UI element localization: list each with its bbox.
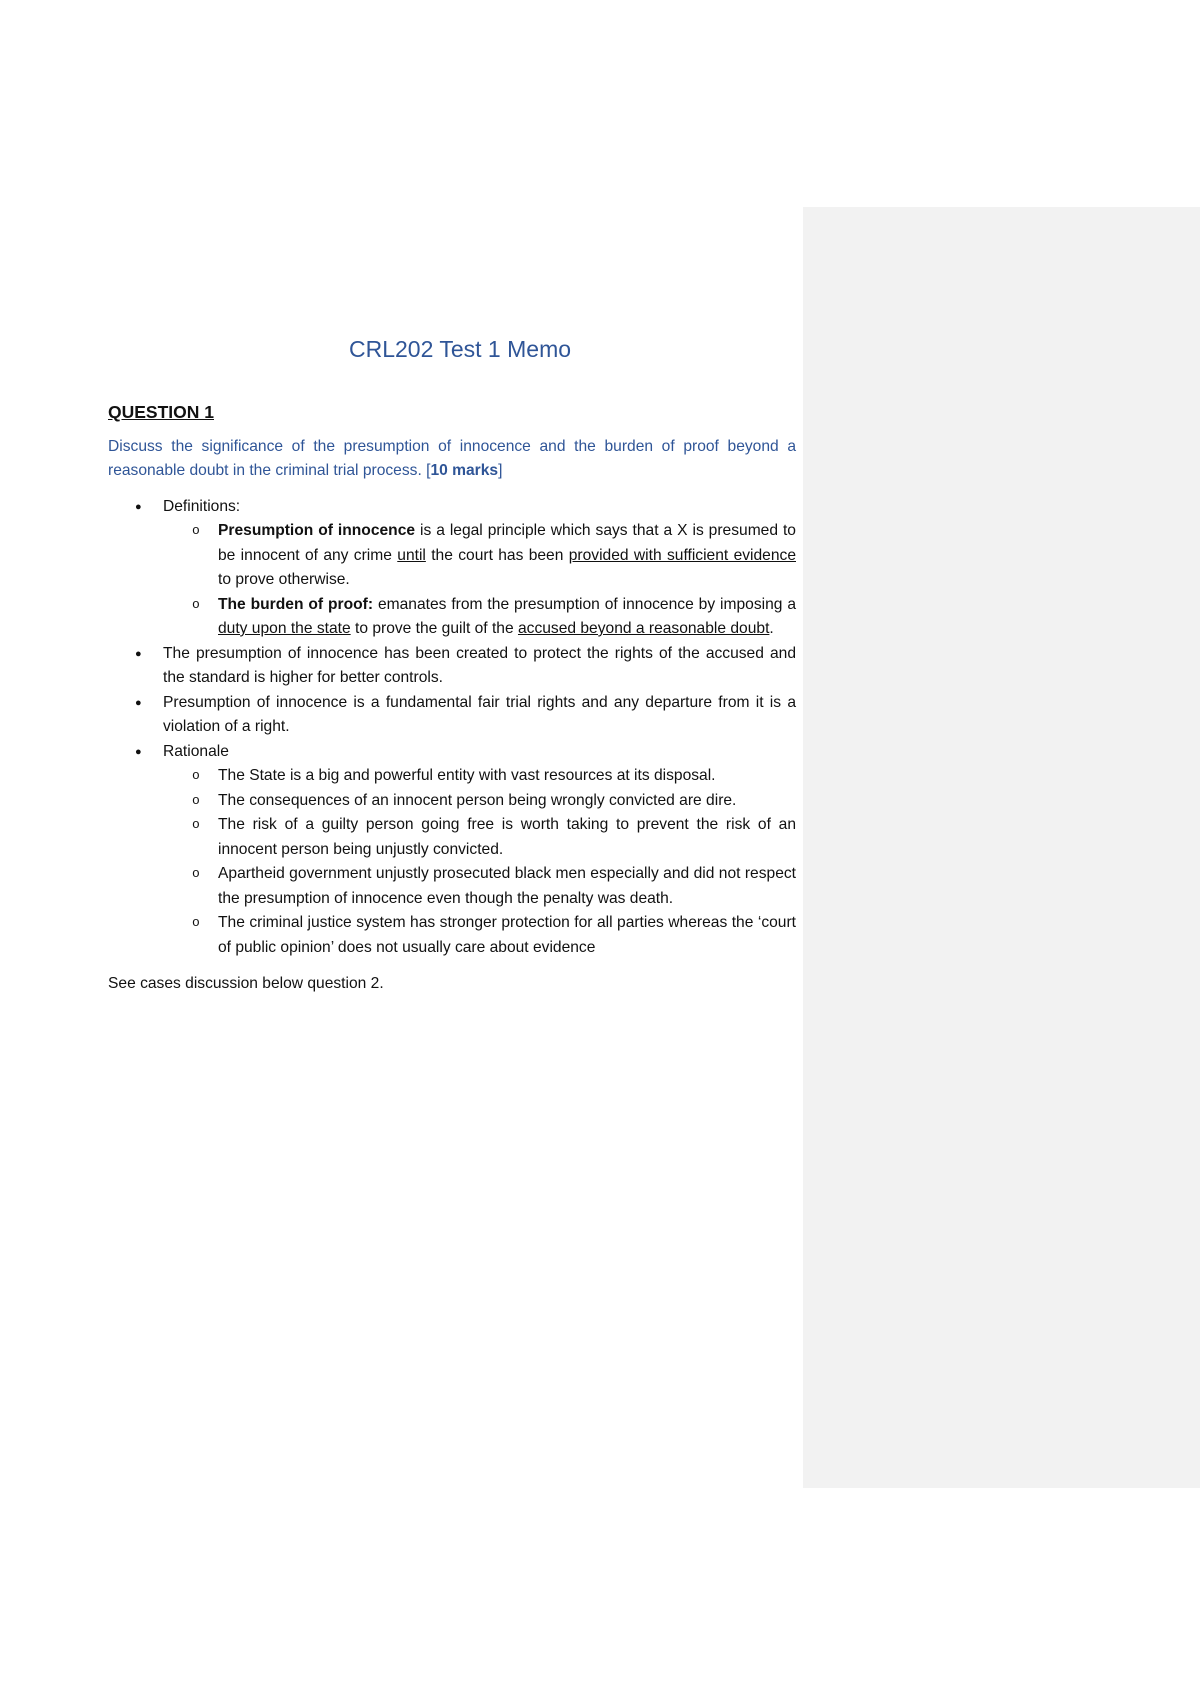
document-title: CRL202 Test 1 Memo — [349, 336, 572, 362]
question-heading: QUESTION 1 — [108, 402, 214, 422]
prompt-close: ] — [498, 462, 503, 479]
answer-list — [108, 495, 796, 961]
rationale-item: o The criminal justice system has stronger protection for all parties whereas the ‘court of public opinion’ does not usually care about evidence — [218, 911, 796, 960]
term-presumption: Presumption of innocence — [218, 522, 416, 539]
presumption-underline-2: provided with sufficient evidence — [568, 546, 796, 564]
rationale-item: o The risk of a guilty person going free is worth taking to prevent the risk of an innocent person being unjustly convicted. — [218, 813, 796, 862]
prompt-marks: 10 marks — [430, 462, 499, 479]
presumption-text-1: is a legal principle which says that a X is presumed to be innocent of any crime — [218, 522, 796, 564]
rationale-item: o Apartheid government unjustly prosecuted black men especially and did not respect the presumption of innocence even though the penalty was death. — [218, 862, 796, 911]
list-item-definitions — [163, 495, 796, 642]
rationale-item: o The State is a big and powerful entity with vast resources at its disposal. — [218, 764, 796, 789]
definition-presumption — [218, 519, 796, 593]
list-item: ● The presumption of innocence has been created to protect the rights of the accused and the standard is higher for better controls. — [163, 642, 796, 691]
presumption-underline-1: until — [397, 546, 426, 564]
rationale-item: o The consequences of an innocent person being wrongly convicted are dire. — [218, 789, 796, 814]
comment-pane — [803, 207, 1200, 1488]
burden-underline-2: accused beyond a reasonable doubt — [517, 620, 770, 637]
rationale-sublist — [163, 764, 796, 960]
closing-note: See cases discussion below question 2. — [108, 975, 384, 992]
burden-underline-1: duty upon the state — [218, 620, 351, 637]
burden-text-3: . — [769, 620, 774, 637]
definitions-label: Definitions: — [163, 497, 241, 515]
burden-text-2: to prove the guilt of the — [350, 620, 518, 637]
list-item-rationale — [163, 740, 796, 961]
document-body — [108, 400, 796, 1012]
presumption-text-3: to prove otherwise. — [218, 571, 350, 588]
rationale-label: Rationale — [163, 742, 229, 760]
definitions-sublist — [163, 519, 796, 642]
question-prompt — [108, 435, 796, 484]
burden-text-1: emanates from the presumption of innocence by imposing a — [373, 595, 797, 613]
prompt-text: Discuss the significance of the presumption of innocence and the burden of proof beyond a reasonable doubt in the criminal trial process. [ — [108, 437, 796, 479]
term-burden: The burden of proof: — [218, 595, 374, 613]
presumption-text-2: the court has been — [425, 546, 569, 564]
list-item: ● Presumption of innocence is a fundamental fair trial rights and any departure from it is a violation of a right. — [163, 691, 796, 740]
definition-burden — [218, 593, 796, 642]
